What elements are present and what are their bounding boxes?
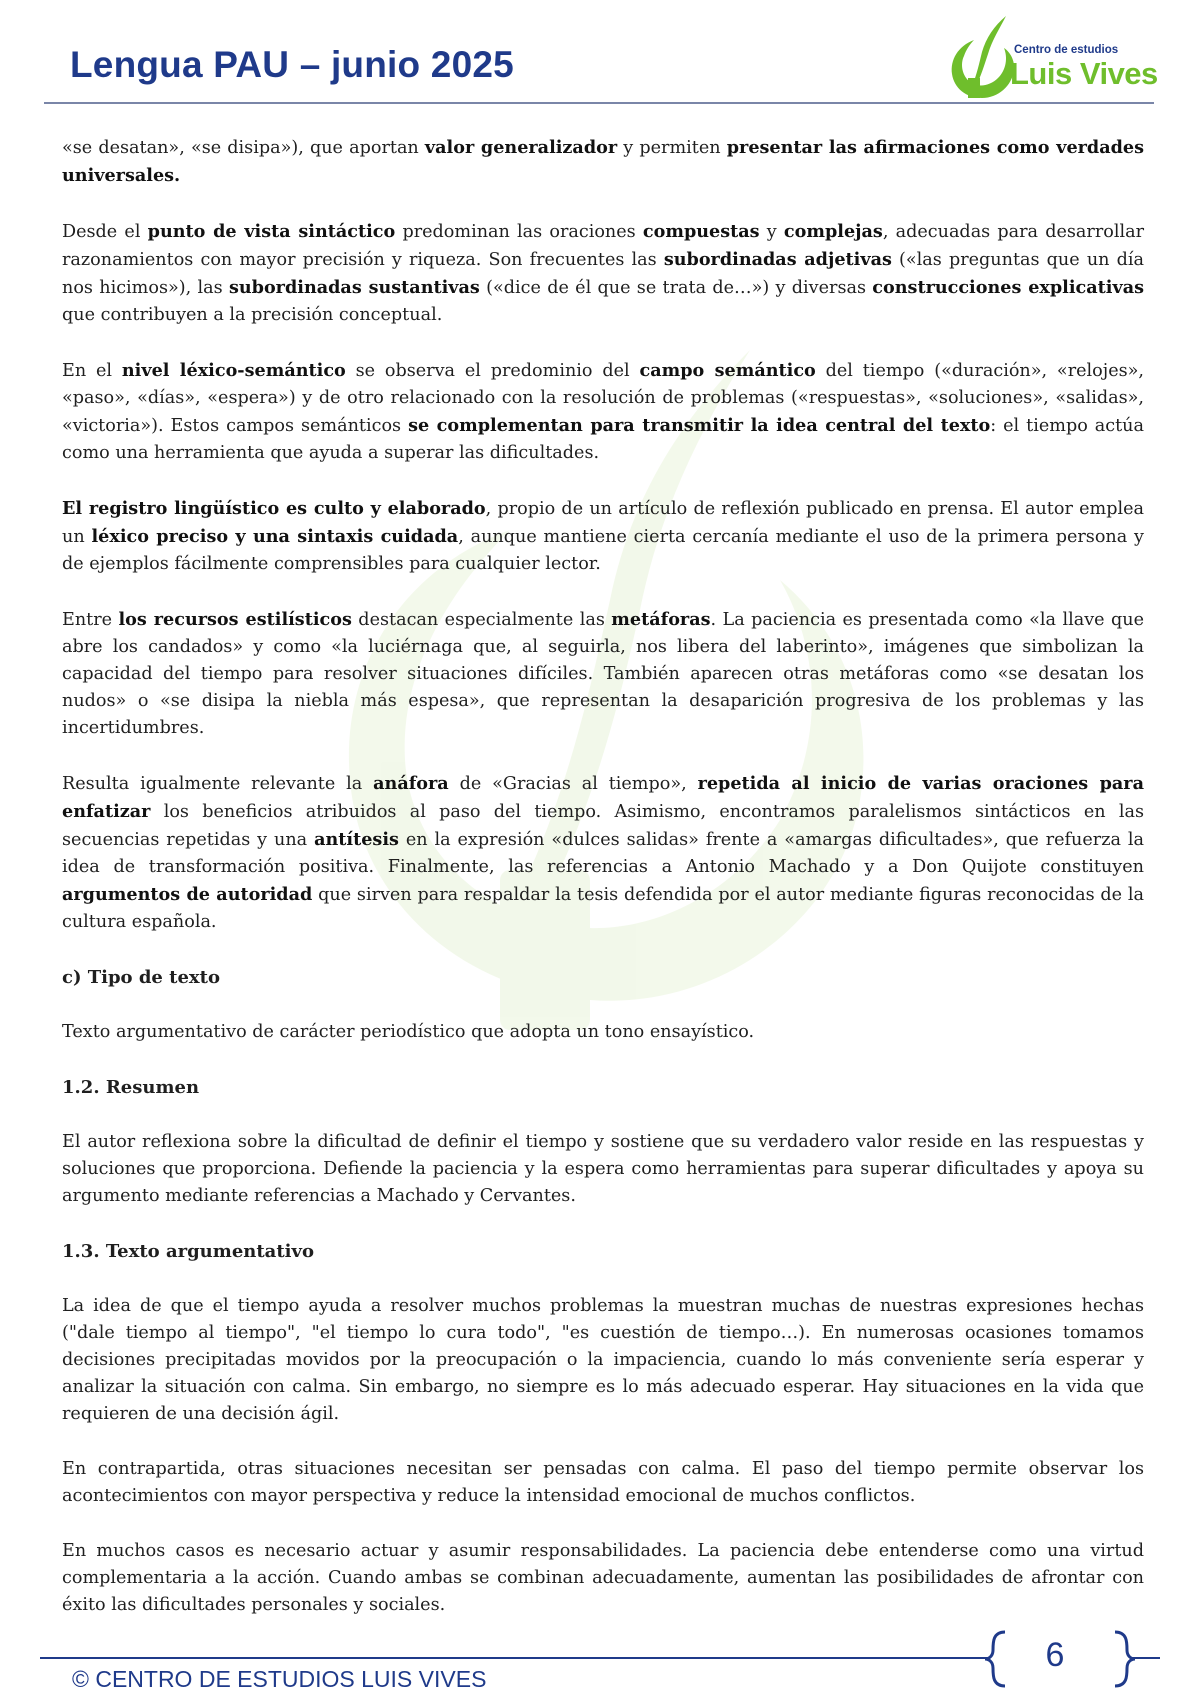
text-run: En el bbox=[62, 361, 122, 381]
text-run: y permiten bbox=[617, 138, 727, 158]
text-run: , propio de un artículo de reflexión publicado en prensa. El autor emplea un bbox=[62, 499, 1144, 547]
text-run: en la expresión «dulces salidas» frente a «amargas dificultades», que refuerza la idea de transformación positiva. Finalmente, las referencias a Antonio Machado y a Don Quijote constituyen bbox=[62, 830, 1144, 877]
luis-vives-logo-icon bbox=[948, 14, 1018, 100]
text-run: («las preguntas que un día nos hicimos»), las bbox=[62, 250, 1144, 298]
header-divider bbox=[44, 102, 1154, 104]
text-run: Entre bbox=[62, 610, 119, 630]
logo-name: Luis Vives bbox=[1010, 56, 1158, 91]
bold-phrase: repetida al inicio de varias oraciones para enfatizar bbox=[62, 773, 1144, 822]
paragraph-tipo-de-texto: Texto argumentativo de carácter periodístico que adopta un tono ensayístico. bbox=[62, 1022, 755, 1042]
paragraph-lexico-semantico bbox=[62, 357, 1144, 467]
paragraph-argumentativo-2: En contrapartida, otras situaciones necesitan ser pensadas con calma. El paso del tiempo permite observar los acontecimientos con mayor perspectiva y reduce la intensidad emocional de muchos conflictos. bbox=[62, 1459, 1144, 1506]
bold-phrase: compuestas bbox=[642, 221, 760, 242]
document-body bbox=[62, 134, 1144, 1647]
bold-phrase: los recursos estilísticos bbox=[118, 609, 352, 630]
text-run: predominan las oraciones bbox=[395, 222, 643, 242]
text-run: del tiempo («duración», «relojes», «paso», «días», «espera») y de otro relacionado con la resolución de problemas («respuestas», «soluciones», «salidas», «victoria»). Estos campos semánticos bbox=[62, 361, 1144, 436]
paragraph-anafora bbox=[62, 770, 1144, 936]
paragraph-resumen: El autor reflexiona sobre la dificultad de definir el tiempo y sostiene que su verdadero valor reside en las respuestas y soluciones que proporciona. Defiende la paciencia y la espera como herramientas para superar dificultades y apoya su argumento mediante referencias a Machado y Cervantes. bbox=[62, 1132, 1144, 1206]
text-run: los beneficios atribuidos al paso del tiempo. Asimismo, encontramos paralelismos sintácticos en las secuencias repetidas y una bbox=[62, 802, 1144, 850]
page-number: 6 bbox=[1045, 1636, 1065, 1674]
text-run: se observa el predominio del bbox=[345, 361, 640, 381]
bold-phrase: subordinadas adjetivas bbox=[663, 249, 892, 270]
text-run: que contribuyen a la precisión conceptual. bbox=[62, 305, 443, 325]
heading-resumen: 1.2. Resumen bbox=[62, 1077, 200, 1098]
bold-phrase: metáforas bbox=[611, 609, 711, 630]
heading-tipo-de-texto: c) Tipo de texto bbox=[62, 967, 220, 988]
text-run: Desde el bbox=[62, 222, 148, 242]
bold-phrase: presentar las afirmaciones como verdades universales. bbox=[62, 137, 1145, 186]
paragraph-universales bbox=[62, 134, 1144, 190]
bold-phrase: antítesis bbox=[314, 829, 399, 850]
paragraph-registro bbox=[62, 495, 1144, 578]
bold-phrase: valor generalizador bbox=[424, 137, 618, 158]
text-run: («dice de él que se trata de…») y diversas bbox=[479, 278, 873, 298]
bold-phrase: anáfora bbox=[373, 773, 449, 794]
paragraph-argumentativo-3: En muchos casos es necesario actuar y asumir responsabilidades. La paciencia debe entenderse como una virtud complementaria a la acción. Cuando ambas se combinan adecuadamente, aumentan las posibilidades de afrontar con éxito las dificultades personales y sociales. bbox=[62, 1541, 1144, 1615]
text-run: y bbox=[759, 222, 784, 242]
bold-phrase: punto de vista sintáctico bbox=[147, 221, 396, 242]
footer-copyright: © CENTRO DE ESTUDIOS LUIS VIVES bbox=[72, 1666, 487, 1692]
text-run: destacan especialmente las bbox=[351, 610, 612, 630]
footer-divider bbox=[40, 1657, 990, 1659]
bold-phrase: complejas bbox=[783, 221, 883, 242]
text-run: , adecuadas para desarrollar razonamientos con mayor precisión y riqueza. Son frecuentes las bbox=[62, 222, 1144, 270]
text-run: Resulta igualmente relevante la bbox=[62, 774, 374, 794]
paragraph-sintactico bbox=[62, 218, 1144, 329]
logo-subtitle: Centro de estudios bbox=[1014, 44, 1119, 56]
bold-phrase: se complementan para transmitir la idea central del texto bbox=[408, 415, 991, 436]
bold-phrase: construcciones explicativas bbox=[872, 277, 1144, 298]
brand-logo bbox=[948, 14, 1158, 104]
heading-texto-argumentativo: 1.3. Texto argumentativo bbox=[62, 1241, 314, 1262]
bold-phrase: El registro lingüístico es culto y elaborado bbox=[62, 498, 486, 519]
page-header-title: Lengua PAU – junio 2025 bbox=[70, 44, 514, 85]
text-run: «se desatan», «se disipa»), que aportan bbox=[62, 138, 425, 158]
text-run: , aunque mantiene cierta cercanía mediante el uso de la primera persona y de ejemplos fácilmente comprensibles para cualquier lector. bbox=[62, 527, 1144, 574]
bold-phrase: léxico preciso y una sintaxis cuidada bbox=[91, 526, 459, 547]
paragraph-argumentativo-1: La idea de que el tiempo ayuda a resolver muchos problemas la muestran muchas de nuestras expresiones hechas ("dale tiempo al tiempo", "el tiempo lo cura todo", "es cuestión de tiempo…). En numerosas ocasiones tomamos decisiones precipitadas movidos por la preocupación o la impaciencia, cuando lo más conveniente sería esperar y analizar la situación con calma. Sin embargo, no siempre es lo más adecuado esperar. Hay situaciones en la vida que requieren de una decisión ágil. bbox=[62, 1296, 1144, 1424]
text-run: que sirven para respaldar la tesis defendida por el autor mediante figuras reconocidas de la cultura española. bbox=[62, 885, 1144, 932]
text-run: de «Gracias al tiempo», bbox=[448, 774, 698, 794]
bold-phrase: nivel léxico-semántico bbox=[121, 360, 346, 381]
text-run: : el tiempo actúa como una herramienta que ayuda a superar las dificultades. bbox=[62, 416, 1144, 463]
bold-phrase: argumentos de autoridad bbox=[62, 884, 313, 905]
bold-phrase: subordinadas sustantivas bbox=[228, 277, 480, 298]
text-run: . La paciencia es presentada como «la llave que abre los candados» y como «la luciérnaga que, al seguirla, nos libera del laberinto», imágenes que simbolizan la capacidad del tiempo para resolver situaciones difíciles. También aparecen otras metáforas como «se desatan los nudos» o «se disipa la niebla más espesa», que representan la desaparición progresiva de los problemas y las incertidumbres. bbox=[62, 610, 1144, 738]
paragraph-recursos-estilisticos bbox=[62, 606, 1144, 742]
bold-phrase: campo semántico bbox=[639, 360, 816, 381]
